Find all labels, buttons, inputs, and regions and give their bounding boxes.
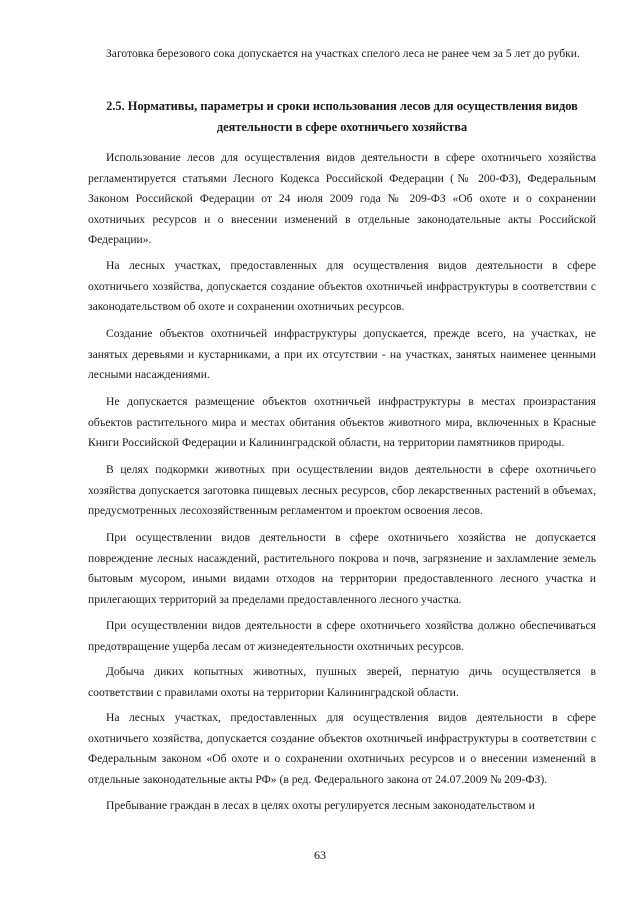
- paragraph-8: Добыча диких копытных животных, пушных зверей, пернатую дичь осуществляется в соответствии с правилами охоты на территории Калининградской области.: [88, 665, 596, 699]
- paragraph-5: В целях подкормки животных при осуществлении видов деятельности в сфере охотничьего хозяйства допускается заготовка пищевых лесных ресурсов, сбор лекарственных растений в объемах, предусмотренных лесохозяйственным регламентом и проектом освоения лесов.: [88, 463, 596, 517]
- paragraph-9: На лесных участках, предоставленных для осуществления видов деятельности в сфере охотничьего хозяйства, допускается создание объектов охотничьей инфраструктуры в соответствии с Федеральным законом «Об охоте и о сохранении охотничьих ресурсов и о внесении изменений в отдельные законодательные акты РФ» (в ред. Федерального закона от 24.07.2009 № 209-ФЗ).: [88, 711, 596, 786]
- paragraph-3: Создание объектов охотничьей инфраструктуры допускается, прежде всего, на участках, не занятых деревьями и кустарниками, а при их отсутствии - на участках, занятых наименее ценными лесными насаждениями.: [88, 327, 596, 381]
- paragraph-7: При осуществлении видов деятельности в сфере охотничьего хозяйства должно обеспечиваться предотвращение ущерба лесам от жизнедеятельности охотничьих ресурсов.: [88, 619, 596, 653]
- paragraph-1: Использование лесов для осуществления видов деятельности в сфере охотничьего хозяйства регламентируется статьями Лесного Кодекса Российской Федерации (№ 200-ФЗ), Федеральным Законом Российской Федерации от 24 июля 2009 года № 209-ФЗ «Об охоте и о сохранении охотничьих ресурсов и о внесении изменений в отдельные законодательные акты Российской Федерации».: [88, 151, 596, 246]
- paragraph-10: Пребывание граждан в лесах в целях охоты регулируется лесным законодательством и: [106, 799, 535, 812]
- paragraph-4: Не допускается размещение объектов охотничьей инфраструктуры в местах произрастания объектов растительного мира и местах обитания объектов животного мира, включенных в Красные Книги Российской Федерации и Калининградской области, на территории памятников природы.: [88, 395, 596, 449]
- intro-paragraph: Заготовка березового сока допускается на участках спелого леса не ранее чем за 5 лет до рубки.: [106, 47, 580, 60]
- paragraph-6: При осуществлении видов деятельности в сфере охотничьего хозяйства не допускается повреждение лесных насаждений, растительного покрова и почв, загрязнение и захламление земель бытовым мусором, иными видами отходов на территории предоставленного лесного участка и прилегающих территорий за пределами предоставленного лесного участка.: [88, 531, 596, 606]
- section-heading: 2.5. Нормативы, параметры и сроки использования лесов для осуществления видов деятельности в сфере охотничьего хозяйства: [106, 99, 578, 134]
- page-number: 63: [314, 848, 326, 862]
- paragraph-2: На лесных участках, предоставленных для осуществления видов деятельности в сфере охотничьего хозяйства, допускается создание объектов охотничьей инфраструктуры в соответствии с законодательством об охоте и сохранении охотничьих ресурсов.: [88, 259, 596, 313]
